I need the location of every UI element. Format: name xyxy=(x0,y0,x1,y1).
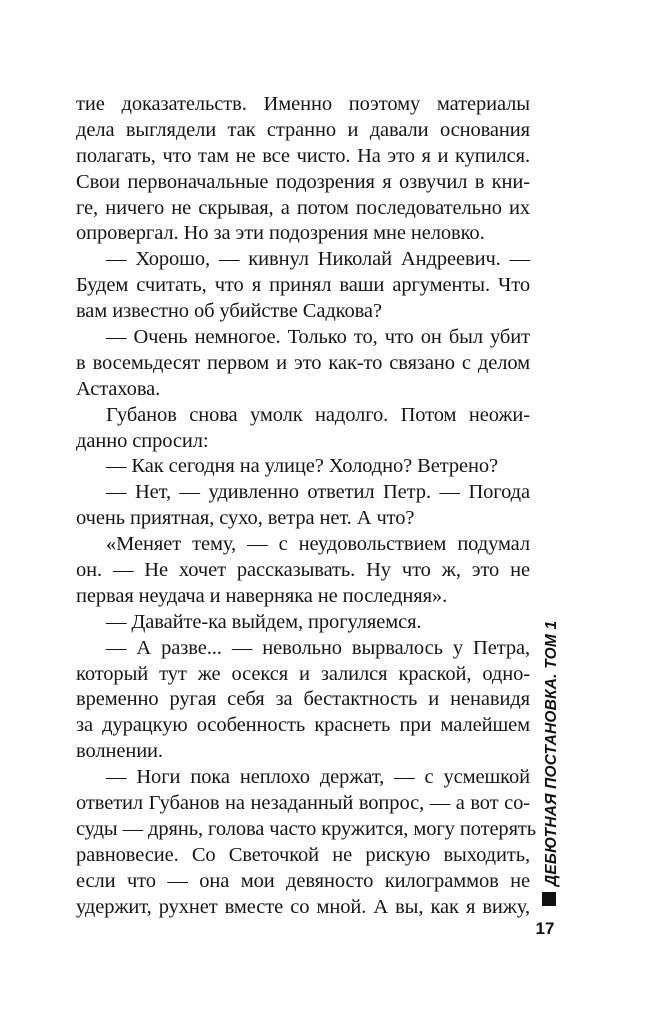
text-line: вам известно об убийстве Садкова? xyxy=(76,300,382,323)
text-line: — Очень немногое. Только то, что он был убит xyxy=(106,326,530,349)
text-line: «Меняет тему, — с неудовольствием подумал xyxy=(106,533,530,556)
text-line: тие доказательств. Именно поэтому материалы xyxy=(76,93,530,115)
text-line: если что — она мои девяносто килограммов не xyxy=(76,869,530,892)
text-line: опровергал. Но за эти подозрения мне неловко. xyxy=(76,222,485,245)
text-line: удержит, рухнет вместе со мной. А вы, как я вижу, xyxy=(76,895,530,918)
text-line: временно ругая себя за бестактность и ненавидя xyxy=(76,688,530,711)
text-line: ге, ничего не скрывая, а потом последовательно их xyxy=(76,196,530,219)
text-line: дела выглядели так странно и давали основания xyxy=(76,118,530,141)
text-line: очень приятная, сухо, ветра нет. А что? xyxy=(76,507,415,530)
text-line: он. — Не хочет рассказывать. Ну что ж, это не xyxy=(76,559,530,582)
text-line: полагать, что там не все чисто. На это я и купился. xyxy=(76,144,530,167)
text-line: за дурацкую особенность краснеть при малейшем xyxy=(76,714,530,737)
running-title-marker xyxy=(542,892,556,906)
text-line: первая неудача и наверняка не последняя». xyxy=(76,584,448,607)
text-line: — Хорошо, — кивнул Николай Андреевич. — xyxy=(106,248,530,271)
body-text xyxy=(76,92,537,921)
text-line: волнении. xyxy=(76,740,163,763)
text-line: — Как сегодня на улице? Холодно? Ветрено? xyxy=(106,455,499,478)
text-line: — Давайте-ка выйдем, прогуляемся. xyxy=(106,610,422,633)
running-title: ДЕБЮТНАЯ ПОСТАНОВКА. ТОМ 1 xyxy=(543,620,560,886)
text-line: — А разве... — невольно вырвалось у Петра, xyxy=(106,636,530,659)
text-line: Астахова. xyxy=(76,377,161,400)
text-line: ответил Губанов на незаданный вопрос, — а вот со- xyxy=(76,792,530,815)
text-line: Будем считать, что я принял ваши аргументы. Что xyxy=(76,274,530,297)
text-line: суды — дрянь, голова часто кружится, могу потерять xyxy=(76,817,537,840)
text-line: который тут же осекся и залился краской, одно- xyxy=(76,662,530,685)
text-line: — Ноги пока неплохо держат, — с усмешкой xyxy=(106,766,530,789)
text-line: равновесие. Со Светочкой не рискую выходить, xyxy=(76,843,530,866)
text-line: данно спросил: xyxy=(76,429,209,452)
text-line: Свои первоначальные подозрения я озвучил в кни- xyxy=(76,170,530,193)
text-line: — Нет, — удивленно ответил Петр. — Погода xyxy=(106,481,530,504)
text-line: в восемьдесят первом и это как-то связано с делом xyxy=(76,351,530,374)
text-line: Губанов снова умолк надолго. Потом неожи- xyxy=(106,403,530,426)
page-number: 17 xyxy=(535,919,555,938)
